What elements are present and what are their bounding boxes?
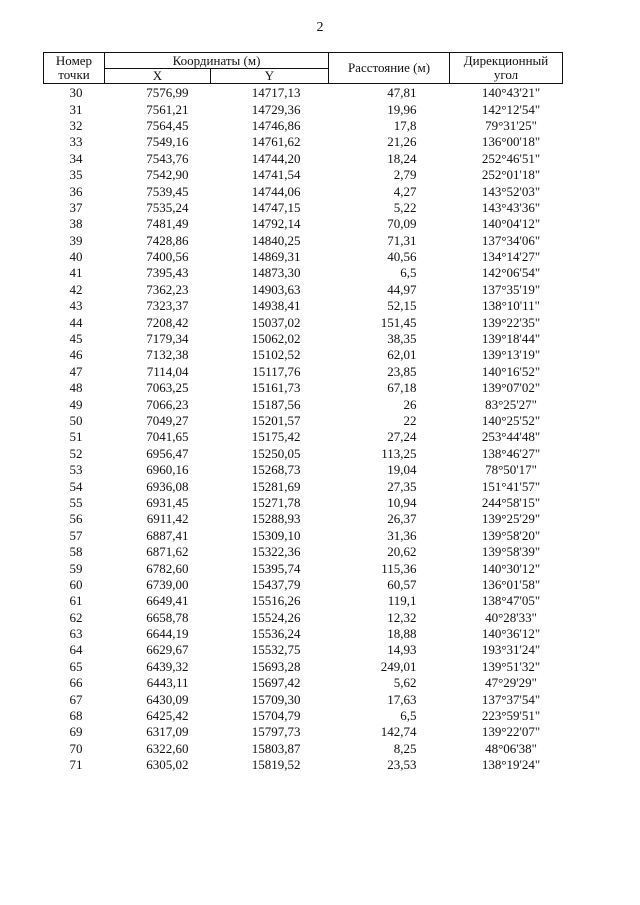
cell-direction-angle: 143°52'03" — [481, 183, 541, 199]
cell-x: 6322,60 — [146, 740, 189, 756]
header-distance: Расстояние (м) — [329, 53, 450, 84]
table-row — [44, 233, 563, 249]
table-row — [44, 757, 563, 773]
cell-y: 14840,25 — [251, 232, 301, 248]
cell-point-number: 70 — [69, 740, 83, 756]
cell-y: 15532,75 — [251, 642, 301, 658]
table-row — [44, 282, 563, 298]
cell-distance: 17,8 — [393, 117, 417, 133]
cell-point-number: 35 — [69, 167, 83, 183]
table-row — [44, 298, 563, 314]
header-point-number: Номер точки — [44, 53, 105, 84]
cell-point-number: 59 — [69, 560, 83, 576]
cell-direction-angle: 244°58'15" — [481, 494, 541, 510]
cell-y: 15797,73 — [251, 724, 301, 740]
cell-distance: 113,25 — [381, 445, 417, 461]
cell-distance: 31,36 — [387, 527, 417, 543]
cell-point-number: 42 — [69, 281, 83, 297]
table-row — [44, 610, 563, 626]
table-row — [44, 577, 563, 593]
table-row — [44, 167, 563, 183]
cell-y: 14741,54 — [251, 167, 301, 183]
cell-point-number: 39 — [69, 232, 83, 248]
table-row — [44, 708, 563, 724]
cell-y: 15309,10 — [251, 527, 301, 543]
table-row — [44, 118, 563, 134]
table-row — [44, 659, 563, 675]
cell-x: 6439,32 — [146, 658, 189, 674]
cell-x: 7063,25 — [146, 380, 189, 396]
cell-x: 7481,49 — [146, 216, 189, 232]
cell-point-number: 57 — [69, 527, 83, 543]
cell-point-number: 44 — [69, 314, 83, 330]
cell-point-number: 64 — [69, 642, 83, 658]
cell-y: 15437,79 — [251, 576, 301, 592]
cell-y: 14792,14 — [251, 216, 301, 232]
cell-point-number: 46 — [69, 347, 83, 363]
table-row — [44, 724, 563, 740]
cell-x: 6956,47 — [146, 445, 189, 461]
cell-point-number: 55 — [69, 494, 83, 510]
cell-direction-angle: 223°59'51" — [481, 708, 541, 724]
cell-distance: 249,01 — [380, 658, 417, 674]
cell-x: 6425,42 — [146, 708, 189, 724]
cell-distance: 12,32 — [387, 609, 417, 625]
cell-distance: 70,09 — [387, 216, 417, 232]
table-row — [44, 134, 563, 150]
cell-x: 7539,45 — [146, 183, 189, 199]
cell-distance: 19,96 — [387, 101, 417, 117]
cell-y: 15062,02 — [251, 331, 301, 347]
cell-distance: 27,24 — [387, 429, 417, 445]
cell-distance: 142,74 — [380, 724, 417, 740]
cell-direction-angle: 137°35'19" — [481, 281, 541, 297]
cell-distance: 26 — [403, 396, 417, 412]
table-row — [44, 314, 563, 330]
cell-y: 15037,02 — [251, 314, 301, 330]
table-row — [44, 511, 563, 527]
cell-direction-angle: 79°31'25" — [485, 117, 537, 133]
cell-point-number: 53 — [69, 462, 83, 478]
cell-distance: 40,56 — [387, 249, 417, 265]
cell-direction-angle: 134°14'27" — [481, 249, 541, 265]
cell-y: 15322,36 — [251, 544, 301, 560]
cell-x: 7428,86 — [146, 232, 189, 248]
cell-direction-angle: 137°34'06" — [481, 232, 541, 248]
cell-distance: 47,81 — [387, 85, 417, 101]
cell-x: 6305,02 — [146, 757, 189, 773]
coordinates-table — [43, 52, 563, 773]
cell-distance: 18,24 — [387, 150, 417, 166]
cell-y: 15697,42 — [251, 675, 301, 691]
cell-point-number: 40 — [69, 249, 83, 265]
cell-direction-angle: 139°58'39" — [481, 544, 541, 560]
cell-point-number: 69 — [69, 724, 83, 740]
cell-y: 14873,30 — [251, 265, 301, 281]
cell-direction-angle: 136°01'58" — [481, 576, 541, 592]
cell-point-number: 67 — [69, 691, 83, 707]
cell-distance: 115,36 — [381, 560, 417, 576]
cell-direction-angle: 139°51'32" — [481, 658, 541, 674]
table-row — [44, 200, 563, 216]
cell-direction-angle: 139°22'35" — [481, 314, 541, 330]
cell-distance: 23,85 — [387, 363, 417, 379]
cell-y: 15187,56 — [251, 396, 301, 412]
cell-distance: 4,27 — [393, 183, 417, 199]
cell-y: 14869,31 — [251, 249, 301, 265]
table-row — [44, 413, 563, 429]
cell-y: 15288,93 — [251, 511, 301, 527]
header-coordinates: Координаты (м) — [105, 53, 329, 69]
cell-point-number: 31 — [69, 101, 83, 117]
cell-direction-angle: 140°43'21" — [481, 85, 541, 101]
cell-direction-angle: 138°46'27" — [481, 445, 541, 461]
header-direction-angle: Дирекционный угол — [450, 53, 563, 84]
cell-distance: 67,18 — [387, 380, 417, 396]
cell-direction-angle: 139°13'19" — [481, 347, 541, 363]
cell-x: 7362,23 — [146, 281, 189, 297]
cell-y: 14746,86 — [251, 117, 301, 133]
cell-point-number: 60 — [69, 576, 83, 592]
cell-distance: 2,79 — [393, 167, 417, 183]
cell-y: 14938,41 — [251, 298, 301, 314]
cell-direction-angle: 252°01'18" — [481, 167, 541, 183]
cell-direction-angle: 138°47'05" — [481, 593, 541, 609]
cell-direction-angle: 252°46'51" — [481, 150, 541, 166]
cell-direction-angle: 253°44'48" — [481, 429, 541, 445]
table-row — [44, 478, 563, 494]
cell-x: 6649,41 — [146, 593, 189, 609]
cell-direction-angle: 83°25'27" — [485, 396, 537, 412]
cell-point-number: 71 — [69, 757, 83, 773]
cell-distance: 8,25 — [393, 740, 417, 756]
cell-point-number: 66 — [69, 675, 83, 691]
cell-y: 15524,26 — [251, 609, 301, 625]
table-row — [44, 741, 563, 757]
cell-x: 7542,90 — [146, 167, 189, 183]
cell-x: 6887,41 — [146, 527, 189, 543]
cell-distance: 6,5 — [400, 265, 417, 281]
cell-y: 15250,05 — [251, 445, 301, 461]
cell-direction-angle: 78°50'17" — [485, 462, 537, 478]
cell-direction-angle: 140°25'52" — [481, 413, 541, 428]
table-row — [44, 364, 563, 380]
table-row — [44, 495, 563, 511]
cell-y: 14717,13 — [251, 85, 301, 101]
cell-y: 15201,57 — [251, 413, 301, 428]
cell-point-number: 45 — [69, 331, 83, 347]
cell-direction-angle: 138°19'24" — [481, 757, 541, 773]
cell-x: 6739,00 — [146, 576, 189, 592]
cell-y: 15819,52 — [251, 757, 301, 773]
table-row — [44, 642, 563, 658]
cell-direction-angle: 139°18'44" — [481, 331, 541, 347]
table-row — [44, 347, 563, 363]
cell-distance: 20,62 — [387, 544, 417, 560]
cell-distance: 5,62 — [393, 675, 417, 691]
cell-x: 6911,42 — [146, 511, 189, 527]
cell-x: 7179,34 — [146, 331, 189, 347]
cell-distance: 71,31 — [387, 232, 417, 248]
cell-distance: 38,35 — [387, 331, 417, 347]
cell-x: 6782,60 — [146, 560, 189, 576]
cell-point-number: 36 — [69, 183, 83, 199]
header-x: X — [105, 69, 211, 84]
cell-y: 14744,06 — [251, 183, 301, 199]
cell-distance: 10,94 — [387, 494, 417, 510]
cell-point-number: 50 — [69, 413, 83, 428]
cell-direction-angle: 140°30'12" — [481, 560, 541, 576]
cell-x: 6430,09 — [146, 691, 189, 707]
table-header — [44, 53, 563, 84]
table-row — [44, 216, 563, 232]
cell-y: 15516,26 — [251, 593, 301, 609]
cell-y: 15803,87 — [251, 740, 301, 756]
cell-point-number: 33 — [69, 134, 83, 150]
table-row — [44, 265, 563, 281]
cell-y: 15536,24 — [251, 626, 301, 642]
cell-x: 6658,78 — [146, 609, 189, 625]
cell-distance: 21,26 — [387, 134, 417, 150]
cell-point-number: 41 — [69, 265, 83, 281]
table-row — [44, 560, 563, 576]
cell-point-number: 37 — [69, 199, 83, 215]
cell-point-number: 49 — [69, 396, 83, 412]
cell-distance: 52,15 — [387, 298, 417, 314]
table-row — [44, 331, 563, 347]
cell-x: 7066,23 — [146, 396, 189, 412]
cell-direction-angle: 142°06'54" — [481, 265, 541, 281]
cell-point-number: 61 — [69, 593, 83, 609]
cell-y: 15175,42 — [251, 429, 301, 445]
cell-direction-angle: 138°10'11" — [482, 298, 540, 314]
cell-x: 7535,24 — [146, 199, 189, 215]
cell-direction-angle: 142°12'54" — [481, 101, 541, 117]
cell-direction-angle: 139°07'02" — [481, 380, 541, 396]
cell-y: 15395,74 — [251, 560, 301, 576]
cell-distance: 26,37 — [387, 511, 417, 527]
cell-x: 6931,45 — [146, 494, 189, 510]
cell-direction-angle: 151°41'57" — [481, 478, 541, 494]
cell-point-number: 34 — [69, 150, 83, 166]
cell-point-number: 51 — [69, 429, 83, 445]
table-row — [44, 593, 563, 609]
cell-x: 7561,21 — [146, 101, 189, 117]
cell-direction-angle: 137°37'54" — [481, 691, 541, 707]
cell-distance: 62,01 — [387, 347, 417, 363]
cell-x: 7549,16 — [146, 134, 189, 150]
cell-x: 6629,67 — [146, 642, 189, 658]
table-row — [44, 429, 563, 445]
cell-x: 6644,19 — [146, 626, 189, 642]
cell-point-number: 56 — [69, 511, 83, 527]
table-row — [44, 446, 563, 462]
cell-x: 7576,99 — [146, 85, 189, 101]
table-row — [44, 84, 563, 102]
cell-point-number: 58 — [69, 544, 83, 560]
cell-point-number: 54 — [69, 478, 83, 494]
cell-direction-angle: 140°04'12" — [481, 216, 541, 232]
cell-y: 15102,52 — [251, 347, 301, 363]
cell-distance: 22 — [403, 413, 417, 428]
table-row — [44, 544, 563, 560]
cell-distance: 6,5 — [400, 708, 417, 724]
table-row — [44, 528, 563, 544]
cell-y: 15281,69 — [251, 478, 301, 494]
cell-direction-angle: 139°58'20" — [481, 527, 541, 543]
cell-x: 7049,27 — [146, 413, 189, 428]
cell-point-number: 43 — [69, 298, 83, 314]
cell-direction-angle: 139°22'07" — [481, 724, 541, 740]
table-body — [44, 84, 563, 774]
cell-x: 7395,43 — [146, 265, 189, 281]
cell-x: 7114,04 — [146, 363, 189, 379]
table-row — [44, 675, 563, 691]
cell-point-number: 47 — [69, 363, 83, 379]
cell-direction-angle: 143°43'36" — [481, 199, 541, 215]
cell-distance: 19,04 — [387, 462, 417, 478]
cell-point-number: 68 — [69, 708, 83, 724]
table-row — [44, 380, 563, 396]
cell-x: 6317,09 — [146, 724, 189, 740]
cell-direction-angle: 40°28'33" — [485, 609, 537, 625]
cell-y: 15704,79 — [251, 708, 301, 724]
table-row — [44, 626, 563, 642]
cell-point-number: 32 — [69, 117, 83, 133]
cell-y: 14903,63 — [251, 281, 301, 297]
cell-y: 15693,28 — [251, 658, 301, 674]
cell-point-number: 62 — [69, 609, 83, 625]
cell-point-number: 38 — [69, 216, 83, 232]
header-y: Y — [211, 69, 329, 84]
table-row — [44, 691, 563, 707]
cell-x: 7564,45 — [146, 117, 189, 133]
table-row — [44, 249, 563, 265]
cell-point-number: 63 — [69, 626, 83, 642]
table-row — [44, 462, 563, 478]
cell-x: 7543,76 — [146, 150, 189, 166]
cell-y: 15117,76 — [252, 363, 301, 379]
cell-x: 6960,16 — [146, 462, 189, 478]
cell-x: 7323,37 — [146, 298, 189, 314]
cell-point-number: 52 — [69, 445, 83, 461]
cell-y: 15271,78 — [251, 494, 301, 510]
cell-point-number: 65 — [69, 658, 83, 674]
cell-distance: 44,97 — [387, 281, 417, 297]
cell-distance: 18,88 — [387, 626, 417, 642]
cell-y: 14744,20 — [251, 150, 301, 166]
table-row — [44, 101, 563, 117]
cell-y: 15161,73 — [251, 380, 301, 396]
cell-x: 7208,42 — [146, 314, 189, 330]
cell-x: 7400,56 — [146, 249, 189, 265]
cell-distance: 119,1 — [387, 593, 417, 609]
cell-distance: 60,57 — [387, 576, 417, 592]
cell-direction-angle: 193°31'24" — [481, 642, 541, 658]
table-row — [44, 396, 563, 412]
cell-direction-angle: 140°36'12" — [481, 626, 541, 642]
cell-x: 6443,11 — [146, 675, 189, 691]
cell-direction-angle: 48°06'38" — [485, 740, 537, 756]
cell-distance: 151,45 — [380, 314, 417, 330]
cell-x: 7041,65 — [146, 429, 189, 445]
cell-y: 15268,73 — [251, 462, 301, 478]
page-number: 2 — [316, 20, 324, 35]
cell-x: 7132,38 — [146, 347, 189, 363]
cell-point-number: 30 — [69, 85, 83, 101]
table-row — [44, 151, 563, 167]
cell-x: 6871,62 — [146, 544, 189, 560]
cell-y: 14761,62 — [251, 134, 301, 150]
cell-distance: 27,35 — [387, 478, 417, 494]
cell-distance: 17,63 — [387, 691, 417, 707]
cell-point-number: 48 — [69, 380, 83, 396]
cell-distance: 5,22 — [393, 199, 417, 215]
cell-x: 6936,08 — [146, 478, 189, 494]
cell-direction-angle: 47°29'29" — [485, 675, 537, 691]
cell-y: 14729,36 — [251, 101, 301, 117]
cell-y: 15709,30 — [251, 691, 301, 707]
cell-y: 14747,15 — [251, 199, 301, 215]
cell-direction-angle: 136°00'18" — [481, 134, 541, 150]
cell-direction-angle: 139°25'29" — [481, 511, 541, 527]
cell-distance: 23,53 — [387, 757, 417, 773]
cell-direction-angle: 140°16'52" — [481, 363, 541, 379]
table-row — [44, 183, 563, 199]
cell-distance: 14,93 — [387, 642, 417, 658]
